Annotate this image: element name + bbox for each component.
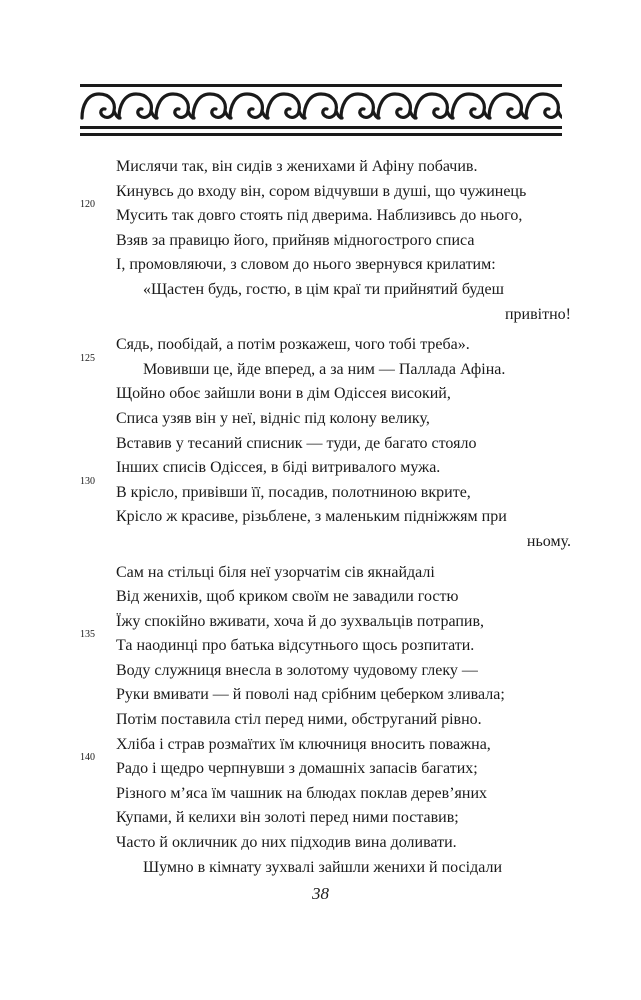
wave-ornament-header [80, 84, 562, 142]
verse-line [0, 683, 641, 708]
verse-line [0, 432, 641, 457]
ornament-bottom-rule [80, 133, 562, 136]
verse-line-text: Інших списів Одіссея, в біді витривалого мужа. [116, 459, 441, 477]
wave-row [82, 94, 562, 118]
verse-line-text: Від женихів, щоб криком своїм не завадили гостю [116, 588, 459, 606]
verse-line-text: В крісло, привівши її, посадив, полотниною вкрите, [116, 483, 471, 501]
verse-line-text: Мовивши це, йде вперед, а за ним — Паллада Афіна. [143, 360, 506, 378]
verse-line [0, 253, 641, 278]
line-number: 135 [80, 629, 95, 641]
verse-line [0, 831, 641, 856]
verse-line [0, 585, 641, 610]
verse-line-text: Різного м’яса їм чашник на блюдах поклав дерев’яних [116, 784, 487, 802]
verse-line-text: Хліба і страв розмаїтих їм ключниця вносить поважна, [116, 735, 491, 753]
verse-line-text: Списа узяв він у неї, відніс під колону велику, [116, 409, 430, 427]
verse-line [0, 629, 641, 659]
verse-line-text: Часто й окличник до них підходив вина доливати. [116, 834, 457, 852]
verse-line-text: І, промовляючи, з словом до нього звернувся крилатим: [116, 256, 496, 274]
verse-line [0, 155, 641, 180]
line-number: 125 [80, 352, 95, 364]
verse-line-text: Руки вмивати — й поволі над срібним цеберком зливала; [116, 686, 505, 704]
verse-line-text: Вставив у тесаний списник — туди, де багато стояло [116, 434, 477, 452]
verse-line-text: привітно! [504, 305, 571, 323]
verse-line [0, 382, 641, 407]
verse-line [0, 752, 641, 782]
verse-line [0, 475, 641, 506]
verse-line-text: Радо і щедро черпнувши з домашніх запасів багатих; [116, 760, 478, 778]
verse-line-text: Купами, й келихи він золоті перед ними поставив; [116, 809, 459, 827]
verse-line-text: Мусить так довго стоять під дверима. Наблизивсь до нього, [116, 207, 523, 225]
verse-line [0, 199, 641, 229]
verse-line [0, 782, 641, 807]
poem-text [0, 155, 641, 880]
verse-line-text: Шумно в кімнату зухвалі зайшли женихи й посідали [143, 858, 503, 876]
verse-line [0, 456, 641, 481]
verse-line [0, 229, 641, 254]
verse-line-text: Щойно обоє зайшли вони в дім Одіссея високий, [116, 385, 451, 403]
verse-line [0, 505, 641, 530]
verse-line [0, 659, 641, 684]
ornament-middle-rule [80, 126, 562, 129]
verse-line-text: Взяв за правицю його, прийняв мідногострого списа [116, 231, 475, 249]
line-number: 120 [80, 199, 95, 211]
verse-line [0, 333, 641, 358]
verse-line-text: Та наодинці про батька відсутнього щось розпитати. [116, 637, 475, 655]
verse-line [0, 806, 641, 831]
verse-line [0, 708, 641, 733]
ornament-top-rule [80, 84, 562, 87]
line-number: 140 [80, 752, 95, 764]
verse-line-text: Їжу спокійно вживати, хоча й до зухвальців потрапив, [116, 612, 485, 630]
verse-line-text: Потім поставила стіл перед ними, обструганий рівно. [116, 711, 482, 729]
verse-line [0, 352, 641, 383]
verse-line-text: ньому. [526, 532, 571, 550]
verse-line-text: Сядь, пообідай, а потім розкажеш, чого тобі треба». [116, 336, 470, 354]
verse-line [0, 561, 641, 586]
verse-line [0, 856, 641, 881]
verse-line [0, 407, 641, 432]
line-number: 130 [80, 475, 95, 487]
verse-line [0, 733, 641, 758]
verse-line-text: Сам на стільці біля неї узорчатім сів якнайдалі [116, 563, 435, 581]
verse-line [0, 180, 641, 205]
verse-line-continuation [0, 530, 641, 555]
verse-line-text: Мислячи так, він сидів з женихами й Афіну побачив. [116, 158, 478, 175]
verse-line-text: «Щастен будь, гостю, в цім краї ти прийнятий будеш [143, 280, 504, 298]
verse-line-text: Воду служниця внесла в золотому чудовому глеку — [116, 661, 478, 679]
verse-line-text: Крісло ж красиве, різьблене, з маленьким підніжжям при [116, 508, 507, 526]
page-number: 38 [312, 884, 329, 903]
verse-line-text: Кинувсь до входу він, сором відчувши в душі, що чужинець [116, 182, 527, 200]
verse-line [0, 278, 641, 303]
verse-line [0, 610, 641, 635]
verse-line-continuation [0, 303, 641, 328]
